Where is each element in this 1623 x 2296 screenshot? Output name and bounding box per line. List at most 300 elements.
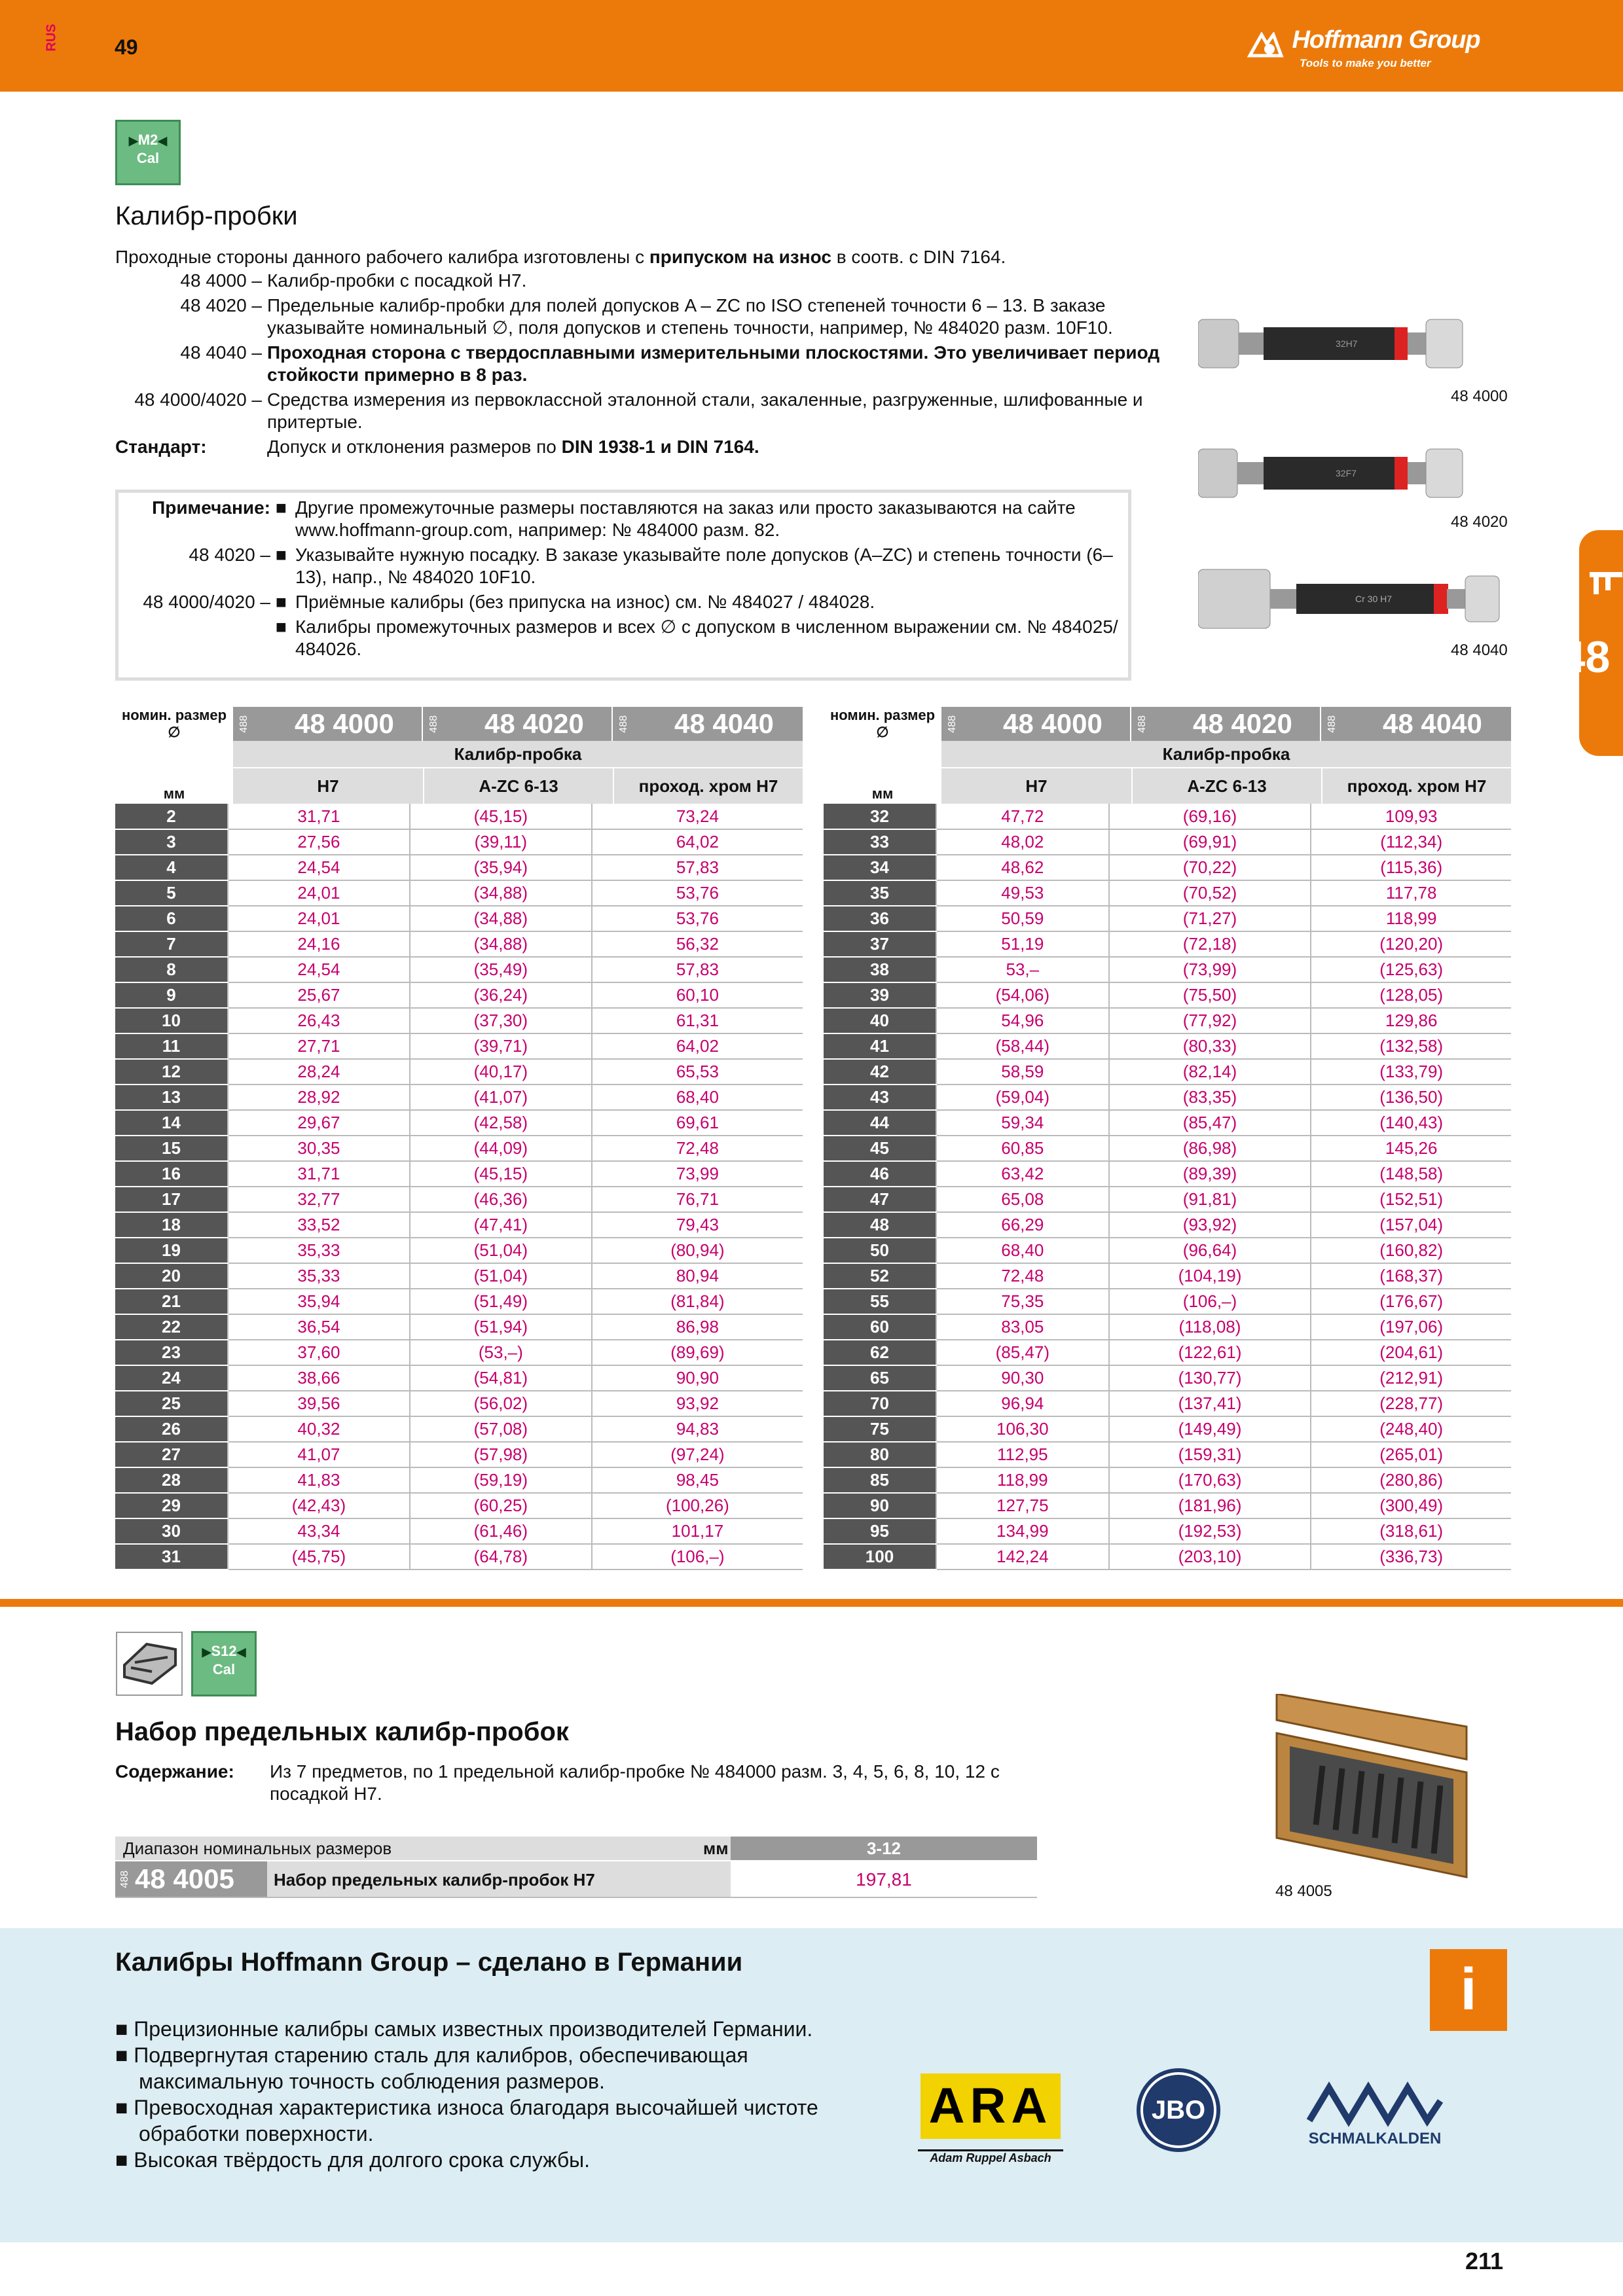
table-row[interactable] [824, 804, 1511, 829]
price-cell: 40,32 [228, 1416, 410, 1442]
price-cell: 69,61 [592, 1110, 803, 1136]
price-cell: (149,49) [1109, 1416, 1311, 1442]
size-cell: 4 [115, 855, 228, 880]
price-cell: (203,10) [1109, 1544, 1311, 1570]
schmalkalden-logo: SCHMALKALDEN [1308, 2130, 1442, 2147]
table-row[interactable] [824, 1238, 1511, 1263]
price-cell: 53,– [936, 957, 1109, 982]
size-cell: 39 [824, 982, 936, 1008]
product-name: Калибр-пробка [941, 741, 1511, 767]
table-row[interactable] [824, 1212, 1511, 1238]
price-cell: (104,19) [1109, 1263, 1311, 1289]
size-cell: 37 [824, 931, 936, 957]
info-bullets [115, 2016, 881, 2173]
price-cell: (100,26) [592, 1493, 803, 1518]
price-cell: 53,76 [592, 906, 803, 931]
price-cell: 64,02 [592, 1033, 803, 1059]
price-cell: 47,72 [936, 804, 1109, 829]
price-cell: (82,14) [1109, 1059, 1311, 1085]
price-cell: (71,27) [1109, 906, 1311, 931]
content-text: Из 7 предметов, по 1 предельной калибр-пробке № 484000 разм. 3, 4, 5, 6, 8, 10, 12 с посадкой H7. [270, 1761, 1000, 1804]
gauge-mark: 32F7 [1336, 468, 1357, 478]
size-cell: 24 [115, 1365, 228, 1391]
definition-row: 48 4040 – Проходная сторона с твердосплавными измерительными плоскостями. Это увеличивает период стойкости примерно в 8 раз. [180, 342, 1160, 385]
price-cell: (280,86) [1311, 1467, 1511, 1493]
caliper-icon [1586, 568, 1623, 605]
table-row[interactable] [115, 1136, 803, 1161]
size-cell: 5 [115, 880, 228, 906]
table-row[interactable] [115, 1518, 803, 1544]
col-head-size: номин. размер ∅ [121, 707, 227, 740]
price-cell: (265,01) [1311, 1442, 1511, 1467]
price-cell: 50,59 [936, 906, 1109, 931]
price-cell: 35,33 [228, 1238, 410, 1263]
price-cell: 117,78 [1311, 880, 1511, 906]
price-cell: (60,25) [410, 1493, 592, 1518]
price-cell: 73,99 [592, 1161, 803, 1187]
table-row[interactable] [824, 957, 1511, 982]
table-row[interactable] [115, 804, 803, 829]
img-label: 48 4040 [1451, 641, 1508, 659]
price-cell: (39,11) [410, 829, 592, 855]
size-cell: 34 [824, 855, 936, 880]
table-row[interactable] [824, 855, 1511, 880]
table-row[interactable] [824, 1059, 1511, 1085]
size-cell: 46 [824, 1161, 936, 1187]
footer-page-number: 211 [1465, 2248, 1504, 2274]
price-cell: (85,47) [936, 1340, 1109, 1365]
price-cell: (130,77) [1109, 1365, 1311, 1391]
table-row[interactable] [824, 982, 1511, 1008]
price-cell: 28,24 [228, 1059, 410, 1085]
subhead: проход. хром H7 [613, 767, 803, 804]
price-cell: 112,95 [936, 1442, 1109, 1467]
size-cell: 32 [824, 804, 936, 829]
price-cell: 75,35 [936, 1289, 1109, 1314]
price-cell: 57,83 [592, 855, 803, 880]
price-cell: 68,40 [936, 1238, 1109, 1263]
price-cell: (168,37) [1311, 1263, 1511, 1289]
size-cell: 22 [115, 1314, 228, 1340]
price-cell: (59,04) [936, 1085, 1109, 1110]
size-cell: 13 [115, 1085, 228, 1110]
size-cell: 17 [115, 1187, 228, 1212]
price-cell: (192,53) [1109, 1518, 1311, 1544]
table-row[interactable] [115, 1161, 803, 1187]
table-row[interactable] [115, 1289, 803, 1314]
price-cell: (204,61) [1311, 1340, 1511, 1365]
price-cell: (128,05) [1311, 982, 1511, 1008]
price-cell: 27,71 [228, 1033, 410, 1059]
price-cell: 51,19 [936, 931, 1109, 957]
price-cell: 24,16 [228, 931, 410, 957]
price-cell: 41,07 [228, 1442, 410, 1467]
gauge-mark: Cr 30 H7 [1355, 594, 1393, 604]
price-cell: (85,47) [1109, 1110, 1311, 1136]
price-cell: 142,24 [936, 1544, 1109, 1570]
price-cell: 145,26 [1311, 1136, 1511, 1161]
price-cell: 36,54 [228, 1314, 410, 1340]
price-cell: 43,34 [228, 1518, 410, 1544]
size-cell: 47 [824, 1187, 936, 1212]
price-cell: (34,88) [410, 931, 592, 957]
price-cell: 64,02 [592, 829, 803, 855]
size-cell: 10 [115, 1008, 228, 1033]
ara-logo-sub: Adam Ruppel Asbach [918, 2149, 1063, 2165]
size-cell: 75 [824, 1416, 936, 1442]
size-cell: 30 [115, 1518, 228, 1544]
size-cell: 45 [824, 1136, 936, 1161]
content-label: Содержание: [115, 1761, 234, 1782]
price-cell: (212,91) [1311, 1365, 1511, 1391]
size-cell: 31 [115, 1544, 228, 1570]
size-cell: 44 [824, 1110, 936, 1136]
arrow-right-icon: ▶ [202, 1645, 211, 1659]
table-row[interactable] [824, 1493, 1511, 1518]
language-code: RUS [44, 24, 59, 52]
price-cell: (53,–) [410, 1340, 592, 1365]
note-row: 48 4000/4020 – ■ Приёмные калибры (без припуска на износ) см. № 484027 / 484028. [143, 592, 875, 612]
price-cell: 79,43 [592, 1212, 803, 1238]
code-head-484020: 488 48 4020 [1131, 707, 1321, 741]
price-cell: (77,92) [1109, 1008, 1311, 1033]
arrow-left-icon: ◀ [158, 134, 168, 147]
table-row[interactable] [115, 1187, 803, 1212]
price-cell: 41,83 [228, 1467, 410, 1493]
price-cell: (34,88) [410, 906, 592, 931]
size-cell: 16 [115, 1161, 228, 1187]
size-cell: 7 [115, 931, 228, 957]
table-row[interactable] [115, 1263, 803, 1289]
price-cell: (181,96) [1109, 1493, 1311, 1518]
price-cell: (70,52) [1109, 880, 1311, 906]
table-row[interactable] [115, 1059, 803, 1085]
price-cell: (118,08) [1109, 1314, 1311, 1340]
table-row[interactable] [115, 829, 803, 855]
table-row[interactable] [824, 1314, 1511, 1340]
col-head-size: номин. размер ∅ [830, 707, 936, 740]
price-cell: (45,15) [410, 804, 592, 829]
price-cell: 96,94 [936, 1391, 1109, 1416]
table-row[interactable] [824, 1416, 1511, 1442]
set-code: 48 4005 [135, 1863, 234, 1894]
table-row[interactable] [824, 1033, 1511, 1059]
size-cell: 27 [115, 1442, 228, 1467]
price-table-left [115, 707, 803, 1570]
price-cell: (157,04) [1311, 1212, 1511, 1238]
table-row[interactable] [115, 1238, 803, 1263]
price-cell: 101,17 [592, 1518, 803, 1544]
size-cell: 15 [115, 1136, 228, 1161]
subhead: H7 [941, 767, 1131, 804]
price-cell: 118,99 [1311, 906, 1511, 931]
price-cell: (80,33) [1109, 1033, 1311, 1059]
price-cell: (148,58) [1311, 1161, 1511, 1187]
table-row[interactable] [824, 1110, 1511, 1136]
badge-sub: Cal [212, 1660, 236, 1677]
badge-sub: Cal [136, 149, 160, 166]
table-row[interactable] [824, 1442, 1511, 1467]
table-row[interactable] [115, 1416, 803, 1442]
price-cell: (45,75) [228, 1544, 410, 1570]
standard-row: Стандарт: Допуск и отклонения размеров по DIN 1938-1 и DIN 7164. [115, 437, 759, 457]
price-cell: 24,01 [228, 880, 410, 906]
price-cell: 35,94 [228, 1289, 410, 1314]
subhead: A-ZC 6-13 [423, 767, 613, 804]
price-cell: 65,53 [592, 1059, 803, 1085]
table-row[interactable] [115, 1442, 803, 1467]
table-row[interactable] [824, 931, 1511, 957]
subhead: проход. хром H7 [1321, 767, 1511, 804]
size-cell: 33 [824, 829, 936, 855]
table-row[interactable] [115, 1391, 803, 1416]
section-separator [0, 1599, 1623, 1607]
size-cell: 9 [115, 982, 228, 1008]
note-row: ■ Калибры промежуточных размеров и всех ∅ с допуском в численном выражении см. № 484025/ 484026. [276, 617, 1118, 659]
size-cell: 90 [824, 1493, 936, 1518]
size-cell: 12 [115, 1059, 228, 1085]
price-cell: 24,54 [228, 855, 410, 880]
price-cell: (140,43) [1311, 1110, 1511, 1136]
section-title: Калибр-пробки [115, 202, 298, 230]
price-cell: 98,45 [592, 1467, 803, 1493]
price-cell: (115,36) [1311, 855, 1511, 880]
price-cell: (318,61) [1311, 1518, 1511, 1544]
size-cell: 95 [824, 1518, 936, 1544]
price-cell: (228,77) [1311, 1391, 1511, 1416]
table-row[interactable] [115, 1544, 803, 1570]
price-cell: (40,17) [410, 1059, 592, 1085]
table-row[interactable] [115, 855, 803, 880]
price-cell: (73,99) [1109, 957, 1311, 982]
price-cell: 58,59 [936, 1059, 1109, 1085]
category-badge-m2 [115, 120, 181, 185]
table-row[interactable] [824, 1008, 1511, 1033]
size-cell: 52 [824, 1263, 936, 1289]
price-cell: (86,98) [1109, 1136, 1311, 1161]
price-cell: 57,83 [592, 957, 803, 982]
table-row[interactable] [824, 1263, 1511, 1289]
info-icon: i [1430, 1949, 1507, 2031]
table-row[interactable] [824, 906, 1511, 931]
price-cell: 66,29 [936, 1212, 1109, 1238]
unit-label: мм [871, 785, 894, 802]
price-cell: 48,62 [936, 855, 1109, 880]
price-cell: (44,09) [410, 1136, 592, 1161]
table-row[interactable] [115, 1110, 803, 1136]
table-row[interactable] [824, 1136, 1511, 1161]
price-cell: (35,94) [410, 855, 592, 880]
size-cell: 55 [824, 1289, 936, 1314]
price-cell: 39,56 [228, 1391, 410, 1416]
price-cell: 90,30 [936, 1365, 1109, 1391]
category-badge-s12 [191, 1631, 257, 1696]
table-row[interactable] [824, 1467, 1511, 1493]
table-row[interactable] [115, 931, 803, 957]
price-cell: (69,91) [1109, 829, 1311, 855]
size-cell: 20 [115, 1263, 228, 1289]
table-row[interactable] [824, 829, 1511, 855]
price-cell: 38,66 [228, 1365, 410, 1391]
price-cell: (91,81) [1109, 1187, 1311, 1212]
price-cell: 65,08 [936, 1187, 1109, 1212]
price-cell: 59,34 [936, 1110, 1109, 1136]
table-row[interactable] [115, 1212, 803, 1238]
price-cell: 24,54 [228, 957, 410, 982]
table-row[interactable] [824, 1289, 1511, 1314]
table-row[interactable] [824, 1161, 1511, 1187]
price-cell: (300,49) [1311, 1493, 1511, 1518]
unit-label: мм [163, 785, 185, 802]
note-box [115, 490, 1131, 681]
price-cell: 24,01 [228, 906, 410, 931]
price-cell: 93,92 [592, 1391, 803, 1416]
price-cell: (96,64) [1109, 1238, 1311, 1263]
size-cell: 18 [115, 1212, 228, 1238]
price-cell: (106,–) [592, 1544, 803, 1570]
price-cell: 25,67 [228, 982, 410, 1008]
bullet-item: ■ Высокая твёрдость для долгого срока службы. [115, 2148, 591, 2172]
img-label: 48 4000 [1451, 387, 1508, 405]
table-row[interactable] [824, 1365, 1511, 1391]
code-head-484040: 488 48 4040 [613, 707, 803, 741]
size-cell: 65 [824, 1365, 936, 1391]
set-table-row[interactable]: 488 48 4005 Набор предельных калибр-пробок H7 197,81 [115, 1861, 1037, 1898]
badge-code: S12 [211, 1643, 237, 1659]
set-price: 197,81 [856, 1869, 912, 1890]
price-cell: (59,19) [410, 1467, 592, 1493]
price-cell: (45,15) [410, 1161, 592, 1187]
table-row[interactable] [115, 1340, 803, 1365]
price-cell: 86,98 [592, 1314, 803, 1340]
table-row[interactable] [115, 957, 803, 982]
price-cell: 61,31 [592, 1008, 803, 1033]
table-row[interactable] [115, 906, 803, 931]
size-cell: 25 [115, 1391, 228, 1416]
size-cell: 36 [824, 906, 936, 931]
size-cell: 41 [824, 1033, 936, 1059]
price-cell: (61,46) [410, 1518, 592, 1544]
price-cell: (75,50) [1109, 982, 1311, 1008]
price-cell: 109,93 [1311, 804, 1511, 829]
table-row[interactable] [115, 880, 803, 906]
range-unit: мм [703, 1839, 729, 1858]
size-cell: 8 [115, 957, 228, 982]
table-row[interactable] [824, 1187, 1511, 1212]
price-cell: 54,96 [936, 1008, 1109, 1033]
price-cell: 127,75 [936, 1493, 1109, 1518]
price-cell: (64,78) [410, 1544, 592, 1570]
set-name: Набор предельных калибр-пробок H7 [267, 1861, 731, 1897]
set-table-header [115, 1837, 1037, 1860]
table-row[interactable] [115, 1467, 803, 1493]
size-cell: 62 [824, 1340, 936, 1365]
size-cell: 40 [824, 1008, 936, 1033]
code-head-484020: 488 48 4020 [423, 707, 613, 741]
price-cell: (97,24) [592, 1442, 803, 1467]
size-cell: 80 [824, 1442, 936, 1467]
price-cell: (132,58) [1311, 1033, 1511, 1059]
brand-tagline: Tools to make you better [1300, 56, 1431, 69]
price-cell: (47,41) [410, 1212, 592, 1238]
size-cell: 29 [115, 1493, 228, 1518]
price-cell: (34,88) [410, 880, 592, 906]
arrow-left-icon: ◀ [236, 1645, 246, 1659]
price-cell: 72,48 [592, 1136, 803, 1161]
price-cell: 48,02 [936, 829, 1109, 855]
table-row[interactable] [824, 880, 1511, 906]
table-row[interactable] [115, 982, 803, 1008]
price-cell: (46,36) [410, 1187, 592, 1212]
price-cell: 68,40 [592, 1085, 803, 1110]
table-row[interactable] [824, 1518, 1511, 1544]
price-cell: 76,71 [592, 1187, 803, 1212]
size-cell: 28 [115, 1467, 228, 1493]
price-cell: (83,35) [1109, 1085, 1311, 1110]
size-cell: 2 [115, 804, 228, 829]
price-cell: (56,02) [410, 1391, 592, 1416]
gauge-image-484000 [1198, 308, 1512, 380]
price-cell: 118,99 [936, 1467, 1109, 1493]
price-cell: 30,35 [228, 1136, 410, 1161]
gauge-mark: 32H7 [1336, 338, 1358, 349]
intro-text: Проходные стороны данного рабочего калибра изготовлены с припуском на износ в соотв. с DIN 7164. [115, 247, 1006, 267]
data-grid-right [824, 804, 1511, 1570]
bullet-icon: ■ [115, 2148, 134, 2172]
size-cell: 3 [115, 829, 228, 855]
chapter-number: 48 [1560, 632, 1611, 682]
size-cell: 85 [824, 1467, 936, 1493]
price-cell: (35,49) [410, 957, 592, 982]
table-row[interactable] [824, 1391, 1511, 1416]
bullet-icon: ■ [115, 2017, 134, 2041]
table-row[interactable] [115, 1314, 803, 1340]
size-cell: 50 [824, 1238, 936, 1263]
price-cell: (54,81) [410, 1365, 592, 1391]
price-cell: (93,92) [1109, 1212, 1311, 1238]
price-cell: (72,18) [1109, 931, 1311, 957]
product-name: Калибр-пробка [233, 741, 803, 767]
price-cell: (106,–) [1109, 1289, 1311, 1314]
table-row[interactable] [115, 1493, 803, 1518]
table-row[interactable] [115, 1008, 803, 1033]
table-row[interactable] [115, 1085, 803, 1110]
table-row[interactable] [115, 1365, 803, 1391]
jbo-logo: JBO [1137, 2068, 1220, 2152]
price-cell: (248,40) [1311, 1416, 1511, 1442]
size-cell: 48 [824, 1212, 936, 1238]
price-cell: (89,39) [1109, 1161, 1311, 1187]
price-cell: 134,99 [936, 1518, 1109, 1544]
brand-name: Hoffmann Group [1292, 26, 1480, 54]
gauge-image-484020 [1198, 437, 1512, 509]
price-cell: (42,43) [228, 1493, 410, 1518]
price-cell: 72,48 [936, 1263, 1109, 1289]
price-cell: (42,58) [410, 1110, 592, 1136]
range-value: 3-12 [731, 1837, 1037, 1860]
price-cell: (170,63) [1109, 1467, 1311, 1493]
table-row[interactable] [115, 1033, 803, 1059]
table-row[interactable] [824, 1340, 1511, 1365]
table-row[interactable] [824, 1544, 1511, 1570]
price-cell: 129,86 [1311, 1008, 1511, 1033]
price-cell: (37,30) [410, 1008, 592, 1033]
price-cell: 28,92 [228, 1085, 410, 1110]
price-cell: (160,82) [1311, 1238, 1511, 1263]
size-cell: 21 [115, 1289, 228, 1314]
table-row[interactable] [824, 1085, 1511, 1110]
bullet-icon: ■ [115, 2043, 134, 2067]
